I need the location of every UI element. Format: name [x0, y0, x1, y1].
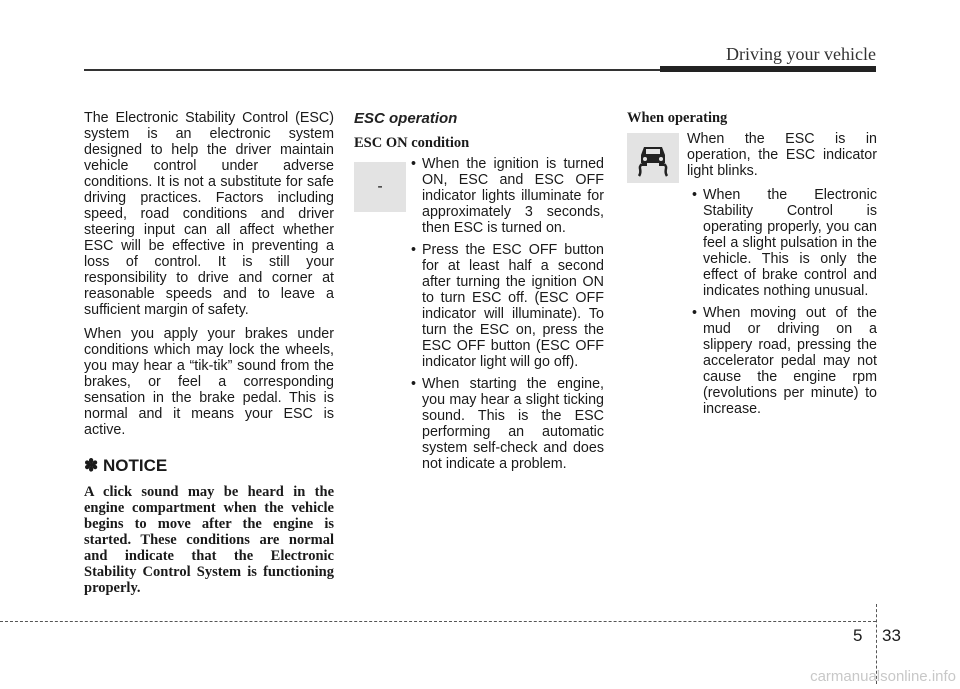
esc-indicator-box	[627, 133, 679, 183]
list-item: • When the Electronic Stability Control is operating properly, you can feel a slight pulsation in the vehicle. This is only the effect of brake control and indicates nothing unusual.	[687, 187, 877, 299]
esc-on-heading: ESC ON condition	[354, 135, 470, 151]
watermark-text: carmanualsonline.info	[810, 668, 956, 685]
header-rule-thick	[660, 66, 876, 72]
when-operating-heading: When operating	[627, 110, 728, 126]
notice-heading: ✽ NOTICE	[84, 456, 168, 475]
notice-text: A click sound may be heard in the engine compartment when the vehicle begins to move after the engine is started. These conditions are normal and indicate that the Electronic Stability Control System is functioning properly.	[84, 484, 334, 596]
list-item: • When the ignition is turned ON, ESC and ESC OFF indicator lights illuminate for approximately 3 seconds, then ESC is turned on.	[406, 156, 604, 236]
esc-skid-car-icon	[633, 138, 673, 178]
esc-on-bullet-list	[406, 156, 604, 472]
footer-rule	[0, 621, 876, 622]
when-operating-intro: When the ESC is in operation, the ESC indicator light blinks.	[687, 131, 877, 179]
column-intro	[84, 110, 334, 596]
dash-icon: -	[377, 178, 383, 195]
brake-paragraph: When you apply your brakes under conditions which may lock the wheels, you may hear a “tik-tik” sound from the brakes, or feel a corresponding sensation in the brake pedal. This is normal and it means your ESC is active.	[84, 326, 334, 438]
column-when-operating	[627, 110, 877, 423]
page-header-title: Driving your vehicle	[726, 44, 876, 64]
list-item: • When moving out of the mud or driving on a slippery road, pressing the accelerator pedal may not cause the engine rpm (revolutions per minute) to increase.	[687, 305, 877, 417]
column-esc-operation	[354, 110, 604, 478]
list-item: • Press the ESC OFF button for at least half a second after turning the ignition ON to turn ESC off. (ESC OFF indicator will illuminate). To turn the ESC on, press the ESC OFF button (ESC OFF indicator light will go off).	[406, 242, 604, 370]
indicator-icon-box	[354, 162, 406, 212]
chapter-number: 5	[853, 626, 863, 645]
page-number: 33	[882, 626, 901, 645]
list-item: • When starting the engine, you may hear a slight ticking sound. This is the ESC performing an automatic system self-check and does not indicate a problem.	[406, 376, 604, 472]
section-heading: ESC operation	[354, 110, 458, 127]
when-operating-bullet-list	[687, 187, 877, 417]
intro-paragraph: The Electronic Stability Control (ESC) system is an electronic system designed to help the driver maintain vehicle control under adverse conditions. It is not a substitute for safe driving practices. Factors including speed, road conditions and driver steering input can all affect whether ESC will be effective in preventing a loss of control. It is still your responsibility to drive and corner at reasonable speeds and to leave a sufficient margin of safety.	[84, 110, 334, 318]
